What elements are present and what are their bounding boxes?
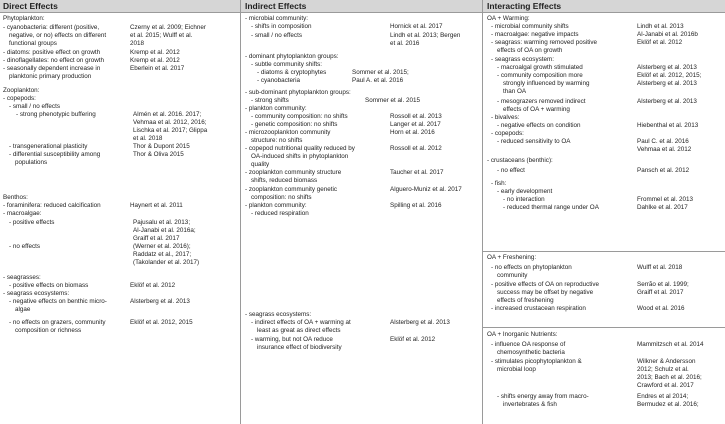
list-item: invertebrates & fish — [503, 401, 557, 408]
reference: Al-Janabi et al. 2016b — [637, 31, 698, 38]
reference: Bermudez et al. 2016; — [637, 401, 699, 408]
list-item: - positive effects of OA on reproductive — [491, 281, 600, 288]
list-item: - sub-dominant phytoplankton groups: — [245, 89, 351, 96]
reference: et al. 2018 — [133, 135, 163, 142]
reference: Kremp et al. 2012 — [130, 49, 180, 56]
list-item: - community composition: no shifts — [251, 113, 348, 120]
list-item: - reduced sensitivity to OA — [497, 138, 571, 145]
list-item: - early development — [497, 188, 553, 195]
reference: Almén et al. 2016. 2017; — [133, 111, 202, 118]
reference: Alsterberg et al. 2013 — [130, 298, 190, 305]
table-header-row — [0, 0, 725, 12]
list-item: - cyanobacteria: different (positive, — [3, 24, 100, 31]
list-item: - differential susceptibility among — [9, 151, 101, 158]
reference: Sommer et al. 2015 — [365, 97, 420, 104]
list-item: - warming, but not OA reduce — [251, 336, 333, 343]
reference: Kremp et al. 2012 — [130, 57, 180, 64]
reference: Spilling et al. 2016 — [390, 202, 442, 209]
reference: Pajusalu et al. 2013; — [133, 219, 191, 226]
reference: Wood et al. 2016 — [637, 305, 685, 312]
reference: Rossoll et al. 2013 — [390, 113, 442, 120]
reference: Alguero-Muniz et al. 2017 — [390, 186, 462, 193]
reference: Czerny et al. 2009; Eichner — [130, 24, 206, 31]
list-item: - community composition more — [497, 72, 583, 79]
list-item: strongly influenced by warming — [503, 80, 590, 87]
list-item: - transgenerational plasticity — [9, 143, 88, 150]
reference: Graiff et al. 2017 — [133, 235, 180, 242]
reference: Paul A. et al. 2016 — [352, 77, 404, 84]
list-item: - copepods: — [491, 130, 524, 137]
list-item: than OA — [503, 88, 527, 95]
list-item: - seagrass ecosystems: — [3, 290, 70, 297]
list-item: - strong shifts — [251, 97, 289, 104]
list-item: - small / no effects — [9, 103, 60, 110]
header-indirect-effects: Indirect Effects — [245, 1, 307, 11]
list-item: success may be offset by negative — [497, 289, 594, 296]
list-item: - diatoms & cryptophytes — [257, 69, 327, 76]
list-item: populations — [15, 159, 48, 166]
reference: Graiff et al. 2017 — [637, 289, 684, 296]
reference: Haynert et al. 2011 — [130, 202, 183, 209]
list-item: - no effects on phytoplankton — [491, 264, 572, 271]
list-item: - dominant phytoplankton groups: — [245, 53, 339, 60]
reference: Al-Janabi et al. 2016a; — [133, 227, 196, 234]
reference: (Takolander et al. 2017) — [133, 259, 200, 266]
list-item: - plankton community: — [245, 202, 307, 209]
reference: Pansch et al. 2012 — [637, 167, 690, 174]
list-item: - positive effects on biomass — [9, 282, 89, 289]
header-divider — [0, 12, 725, 13]
reference: Langer et al. 2017 — [390, 121, 441, 128]
reference: Eklöf et al. 2012, 2015; — [637, 72, 702, 79]
reference: 2012; Schulz et al. — [637, 366, 689, 373]
reference: Wilkner & Andersson — [637, 358, 696, 365]
list-item: - macroalgae: negative impacts — [491, 31, 579, 38]
reference: (Werner et al. 2016); — [133, 243, 191, 250]
reference: Eberlein et al. 2017 — [130, 65, 185, 72]
list-item: algae — [15, 306, 31, 313]
list-item: - seagrasses: — [3, 274, 41, 281]
list-item: - no effects on grazers, community — [9, 319, 106, 326]
reference: Crawford et al. 2017 — [637, 382, 694, 389]
reference: 2013; Bach et al. 2016; — [637, 374, 702, 381]
section-title-zooplankton: Zooplankton: — [3, 87, 40, 94]
reference: Dahlke et al. 2017 — [637, 204, 688, 211]
list-item: - plankton community: — [245, 105, 307, 112]
list-item: composition: no shifts — [251, 194, 312, 201]
list-item: - mesograzers removed indirect — [497, 98, 586, 105]
list-item: quality — [251, 161, 270, 168]
list-item: - seagrass ecosystem: — [491, 56, 554, 63]
list-item: - no effect — [497, 167, 525, 174]
reference: Thor & Oliva 2015 — [133, 151, 184, 158]
reference: Eklöf et al. 2012 — [637, 39, 683, 46]
list-item: - seasonally dependent increase in — [3, 65, 101, 72]
reference: Lischka et al. 2017; Glippa — [133, 127, 208, 134]
list-item: OA-induced shifts in phytoplankton — [251, 153, 349, 160]
list-item: chemosynthetic bacteria — [497, 349, 565, 356]
list-item: - seagrass: warming removed positive — [491, 39, 598, 46]
section-title-oa-freshening: OA + Freshening: — [487, 254, 537, 261]
reference: Eklöf et al. 2012 — [130, 282, 176, 289]
list-item: negative, or no) effects on different — [9, 32, 107, 39]
list-item: functional groups — [9, 40, 57, 47]
list-item: - seagrass ecosystems: — [245, 311, 312, 318]
reference: Mammitzsch et al. 2014 — [637, 341, 704, 348]
reference: et al. 2015; Wulff et al. — [130, 32, 193, 39]
list-item: - diatoms: positive effect on growth — [3, 49, 101, 56]
list-item: - cyanobacteria — [257, 77, 301, 84]
list-item: effects of OA on growth — [497, 47, 563, 54]
reference: Alsterberg et al. 2013 — [390, 319, 450, 326]
reference: Eklöf et al. 2012 — [390, 336, 436, 343]
list-item: - subtle community shifts: — [251, 61, 323, 68]
section-divider — [483, 327, 725, 328]
list-item: least as great as direct effects — [257, 327, 341, 334]
list-item: - microbial community: — [245, 15, 308, 22]
reference: Wulff et al. 2018 — [637, 264, 683, 271]
reference: Hornick et al. 2017 — [390, 23, 443, 30]
reference: Alsterberg et al. 2013 — [637, 64, 697, 71]
list-item: - stimulates picophytoplankton & — [491, 358, 582, 365]
reference: et al. 2016 — [390, 40, 420, 47]
reference: Alsterberg et al. 2013 — [637, 98, 697, 105]
header-interacting-effects: Interacting Effects — [487, 1, 562, 11]
list-item: - copepod nutritional quality reduced by — [245, 145, 355, 152]
reference: Frommel et al. 2013 — [637, 196, 693, 203]
column-divider — [240, 0, 241, 424]
list-item: - zooplankton community structure — [245, 169, 342, 176]
reference: Eklöf et al. 2012, 2015 — [130, 319, 193, 326]
list-item: insurance effect of biodiversity — [257, 344, 342, 351]
list-item: - small / no effects — [251, 32, 302, 39]
reference: Hiebenthal et al. 2013 — [637, 122, 699, 129]
reference: Rossoll et al. 2012 — [390, 145, 442, 152]
list-item: - strong phenotypic buffering — [16, 111, 96, 118]
reference: Serrão et al. 1999; — [637, 281, 689, 288]
list-item: - influence OA response of — [491, 341, 566, 348]
reference: Vehmaa et al. 2012 — [637, 146, 692, 153]
list-item: - foraminifera: reduced calcification — [3, 202, 101, 209]
list-item: - indirect effects of OA + warming at — [251, 319, 351, 326]
reference: Lindh et al. 2013; Bergen — [390, 32, 461, 39]
list-item: - macroalgal growth stimulated — [497, 64, 583, 71]
list-item: - negative effects on benthic micro- — [9, 298, 107, 305]
list-item: - shifts energy away from macro- — [497, 393, 589, 400]
list-item: - macroalgae: — [3, 210, 42, 217]
list-item: shifts, reduced biomass — [251, 177, 318, 184]
list-item: planktonic primary production — [9, 73, 92, 80]
reference: Alsterberg et al. 2013 — [637, 80, 697, 87]
list-item: - microzooplankton community — [245, 129, 331, 136]
reference: Sommer et al. 2015; — [352, 69, 409, 76]
list-item: microbial loop — [497, 366, 536, 373]
column-divider — [482, 0, 483, 424]
reference: Raddatz et al., 2017; — [133, 251, 192, 258]
list-item: - increased crustacean respiration — [491, 305, 586, 312]
list-item: - zooplankton community genetic — [245, 186, 338, 193]
list-item: - negative effects on condition — [497, 122, 581, 129]
list-item: - no effects — [9, 243, 41, 250]
section-divider — [483, 251, 725, 252]
list-item: structure: no shifts — [251, 137, 303, 144]
section-title-benthos: Benthos: — [3, 194, 28, 201]
reference: Taucher et al. 2017 — [390, 169, 444, 176]
reference: Vehmaa et al. 2012, 2016; — [133, 119, 207, 126]
list-item: - copepods: — [3, 95, 36, 102]
list-item: composition or richness — [15, 327, 82, 334]
list-item: - reduced thermal range under OA — [503, 204, 599, 211]
list-item: - dinoflagellates: no effect on growth — [3, 57, 105, 64]
header-direct-effects: Direct Effects — [3, 1, 58, 11]
section-title-oa-inorganic-nutrients: OA + Inorganic Nutrients: — [487, 331, 558, 338]
list-item: - bivalves: — [491, 114, 520, 121]
list-item: effects of freshening — [497, 297, 554, 304]
list-item: - fish: — [491, 180, 507, 187]
list-item: - crustaceans (benthic): — [487, 157, 553, 164]
reference: Paul C. et al. 2016 — [637, 138, 689, 145]
list-item: - microbial community shifts — [491, 23, 569, 30]
list-item: - no interaction — [503, 196, 545, 203]
list-item: - positive effects — [9, 219, 55, 226]
list-item: - reduced respiration — [251, 210, 309, 217]
reference: 2018 — [130, 40, 145, 47]
list-item: effects of OA + warming — [503, 106, 570, 113]
reference: Thor & Dupont 2015 — [133, 143, 190, 150]
reference: Horn et al. 2016 — [390, 129, 435, 136]
reference: Endres et al 2014; — [637, 393, 689, 400]
section-title-phytoplankton: Phytoplankton: — [3, 15, 45, 22]
section-title-oa-warming: OA + Warming: — [487, 15, 530, 22]
reference: Lindh et al. 2013 — [637, 23, 684, 30]
list-item: - shifts in composition — [251, 23, 312, 30]
list-item: - genetic composition: no shifts — [251, 121, 338, 128]
list-item: community — [497, 272, 528, 279]
